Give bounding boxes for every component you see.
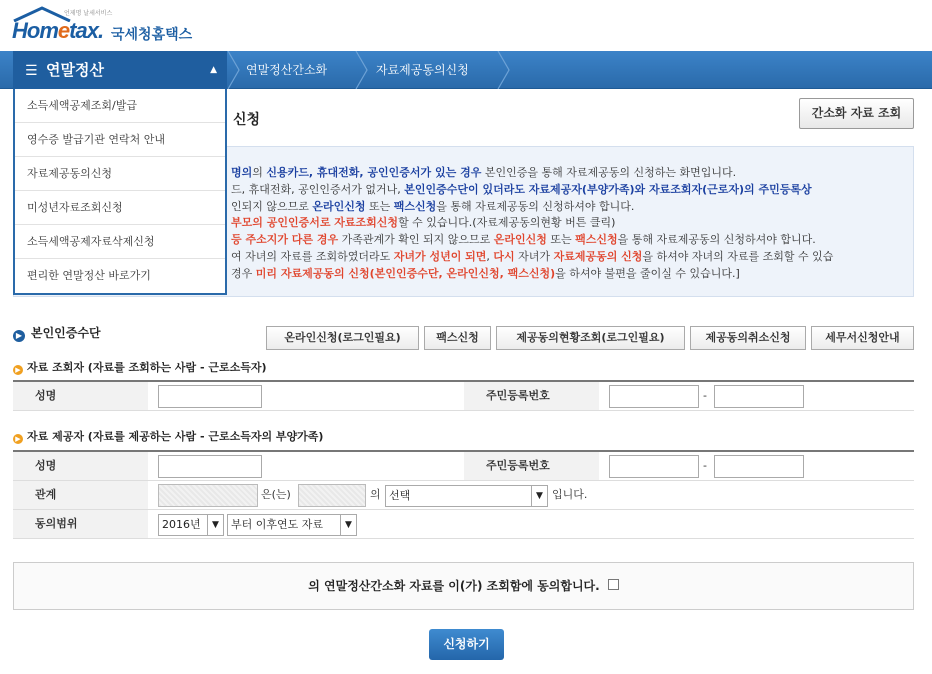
- viewer-rrn-back-input[interactable]: [714, 385, 804, 408]
- breadcrumb-item[interactable]: 자료제공동의신청: [376, 63, 469, 77]
- logo-tagline: 언제명 날세서비스: [64, 10, 113, 17]
- logo-korean-name: 국세청홈택스: [111, 27, 193, 43]
- menu-item[interactable]: 미성년자료조회신청: [15, 191, 225, 225]
- nav-menu-label: 연말정산: [46, 61, 104, 79]
- submit-button[interactable]: 신청하기: [429, 629, 504, 660]
- hometax-logo[interactable]: [12, 6, 212, 46]
- relation-ui-text: 의: [370, 488, 381, 501]
- relation-name-a-input: [158, 484, 258, 507]
- nav-menu-toggle[interactable]: [13, 51, 227, 89]
- viewer-rrn-label: 주민등록번호: [464, 382, 599, 410]
- provider-section-heading: ▶ 자료 제공자 (자료를 제공하는 사람 - 근로소득자의 부양가족): [13, 428, 323, 444]
- auth-section-heading: ▶ 본인인증수단: [13, 324, 101, 342]
- bullet-icon: ▶: [13, 330, 25, 342]
- provider-form: [13, 450, 914, 539]
- notice-line: 등 주소지가 다른 경우 가족관계가 확인 되지 않으므로 온라인신청 또는 팩스신청을 통해 자료제공동의 신청하셔야 합니다.: [231, 233, 816, 246]
- fax-apply-button[interactable]: 팩스신청: [424, 326, 491, 350]
- viewer-name-input[interactable]: [158, 385, 262, 408]
- consent-status-button[interactable]: 제공동의현황조회(로그인필요): [496, 326, 685, 350]
- scope-label: 동의범위: [13, 510, 148, 538]
- nav-bar: [0, 51, 932, 89]
- range-select[interactable]: 부터 이후연도 자료 ▼: [227, 514, 357, 536]
- year-select[interactable]: 2016년 ▼: [158, 514, 224, 536]
- consent-checkbox[interactable]: [608, 579, 619, 590]
- provider-name-input[interactable]: [158, 455, 262, 478]
- caret-up-icon: ▲: [210, 65, 217, 75]
- scope-row: [13, 510, 914, 539]
- hamburger-icon: ☰: [25, 63, 38, 79]
- notice-line: 부모의 공인인증서로 자료조회신청할 수 있습니다.(자료제공동의현황 버튼 클릭): [231, 216, 616, 229]
- nav-dropdown-menu: [13, 89, 227, 295]
- notice-line: 인되지 않으므로 온라인신청 또는 팩스신청을 통해 자료제공동의 신청하셔야 합니다.: [231, 200, 635, 213]
- chevron-right-icon: [355, 51, 369, 89]
- chevron-right-icon: [497, 51, 511, 89]
- consent-cancel-button[interactable]: 제공동의취소신청: [690, 326, 806, 350]
- summary-data-view-button[interactable]: 간소화 자료 조회: [799, 98, 914, 129]
- breadcrumb-item[interactable]: 연말정산간소화: [246, 63, 328, 77]
- menu-item[interactable]: 편리한 연말정산 바로가기: [27, 269, 151, 282]
- rrn-dash: -: [703, 459, 707, 472]
- consent-text: 의 연말정산간소화 자료를 이(가) 조회함에 동의합니다.: [308, 579, 600, 593]
- relation-suffix-text: 입니다.: [552, 488, 588, 501]
- relation-row: [13, 481, 914, 510]
- menu-item[interactable]: 영수증 발급기관 연락처 안내: [15, 123, 225, 157]
- provider-name-row: [13, 452, 914, 481]
- viewer-form: [13, 380, 914, 411]
- rrn-dash: -: [703, 389, 707, 402]
- chevron-right-icon: [227, 51, 241, 89]
- notice-line: 경우 미리 자료제공동의 신청(본인인증수단, 온라인신청, 팩스신청)을 하셔야 불편을 줄이실 수 있습니다.]: [231, 267, 740, 280]
- chevron-down-icon: ▼: [207, 515, 223, 535]
- tax-office-guide-button[interactable]: 세무서신청안내: [811, 326, 914, 350]
- relation-name-b-input: [298, 484, 366, 507]
- menu-item[interactable]: 소득세액공제자료삭제신청: [15, 225, 225, 259]
- viewer-row: [13, 382, 914, 411]
- logo-brand: Hometax.: [12, 18, 104, 43]
- viewer-section-heading: ▶ 자료 조회자 (자료를 조회하는 사람 - 근로소득자): [13, 359, 267, 375]
- notice-line: 드, 휴대전화, 공인인증서가 없거나, 본인인증수단이 있더라도 자료제공자(부양가족)와 자료조회자(근로자)의 주민등록상: [231, 183, 812, 196]
- viewer-name-label: 성명: [13, 382, 148, 410]
- chevron-down-icon: ▼: [531, 486, 547, 506]
- viewer-rrn-front-input[interactable]: [609, 385, 699, 408]
- menu-item[interactable]: 소득세액공제조회/발급: [15, 89, 225, 123]
- online-apply-button[interactable]: 온라인신청(로그인필요): [266, 326, 419, 350]
- relation-select[interactable]: 선택 ▼: [385, 485, 548, 507]
- page-title: 신청: [233, 112, 261, 128]
- relation-eun-text: 은(는): [261, 488, 291, 501]
- menu-item[interactable]: 자료제공동의신청: [15, 157, 225, 191]
- notice-line: 명의의 신용카드, 휴대전화, 공인인증서가 있는 경우 본인인증을 통해 자료제공동의 신청하는 화면입니다.: [231, 166, 737, 179]
- bullet-icon: ▶: [13, 365, 23, 375]
- provider-rrn-front-input[interactable]: [609, 455, 699, 478]
- provider-rrn-back-input[interactable]: [714, 455, 804, 478]
- consent-box: [13, 562, 914, 610]
- relation-label: 관계: [13, 481, 148, 509]
- provider-name-label: 성명: [13, 452, 148, 480]
- bullet-icon: ▶: [13, 434, 23, 444]
- chevron-down-icon: ▼: [340, 515, 356, 535]
- notice-line: 여 자녀의 자료를 조회하였더라도 자녀가 성년이 되면, 다시 자녀가 자료제공동의 신청을 하셔야 자녀의 자료를 조회할 수 있습: [231, 250, 834, 263]
- provider-rrn-label: 주민등록번호: [464, 452, 599, 480]
